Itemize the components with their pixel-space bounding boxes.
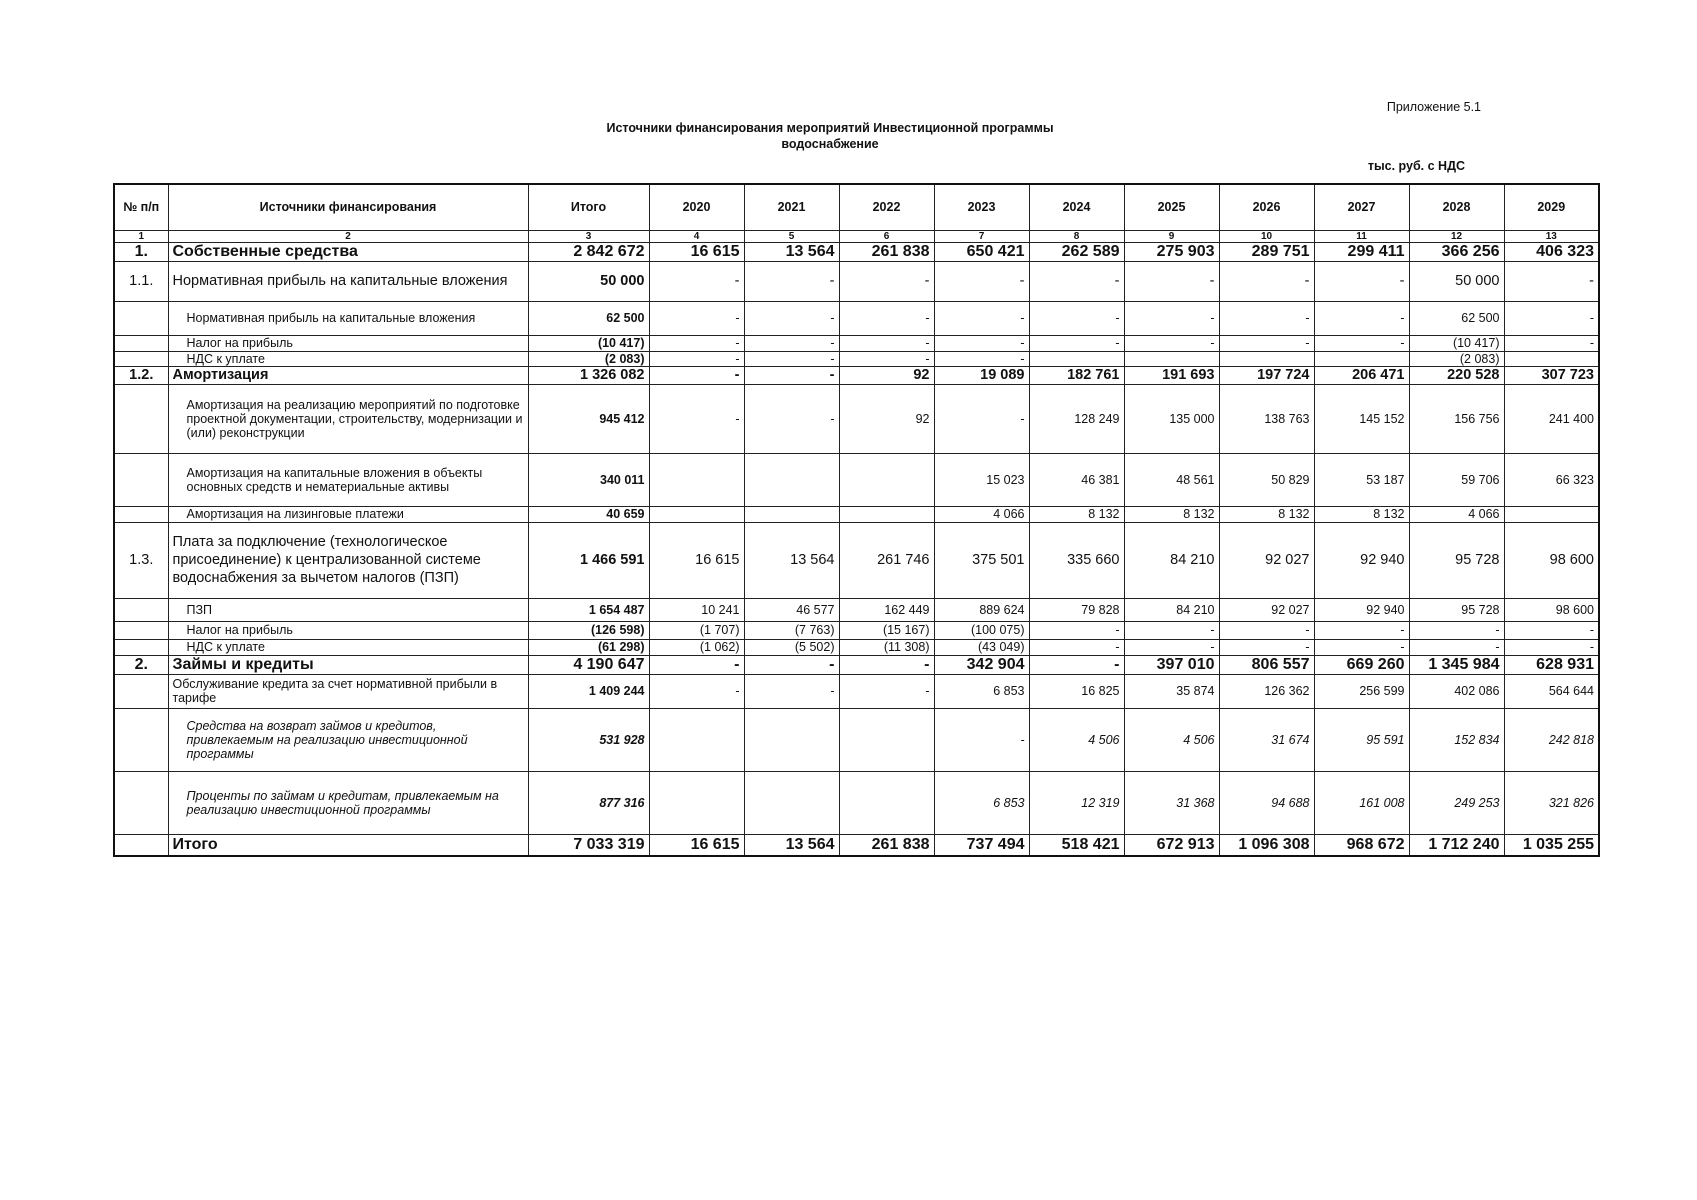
table-row [114,834,1599,856]
row-value [839,708,934,771]
row-value: - [1029,261,1124,301]
row-number: 1. [114,242,168,261]
header-year: 2023 [934,184,1029,230]
row-value: 261 838 [839,242,934,261]
row-value: 289 751 [1219,242,1314,261]
row-label: ПЗП [168,598,528,621]
row-value: 162 449 [839,598,934,621]
row-value [744,708,839,771]
row-value: 241 400 [1504,384,1599,453]
row-total: 877 316 [528,771,649,834]
row-value: 261 838 [839,834,934,856]
row-value: 889 624 [934,598,1029,621]
row-label: Обслуживание кредита за счет нормативной прибыли в тарифе [168,674,528,708]
row-value: 968 672 [1314,834,1409,856]
header-year: 2025 [1124,184,1219,230]
header-year: 2029 [1504,184,1599,230]
row-number [114,335,168,351]
row-value: 62 500 [1409,301,1504,335]
index-cell: 3 [528,230,649,242]
row-value: - [1029,655,1124,674]
row-value: 16 825 [1029,674,1124,708]
row-value: (11 308) [839,639,934,655]
row-number [114,301,168,335]
row-value: - [1219,621,1314,639]
row-value: 375 501 [934,522,1029,598]
row-value [1029,351,1124,366]
header-year: 2022 [839,184,934,230]
header-num: № п/п [114,184,168,230]
row-value: 145 152 [1314,384,1409,453]
row-value: 1 035 255 [1504,834,1599,856]
row-value: 406 323 [1504,242,1599,261]
row-value: 98 600 [1504,598,1599,621]
row-value: 342 904 [934,655,1029,674]
row-number: 1.2. [114,366,168,384]
row-value: 206 471 [1314,366,1409,384]
row-number [114,621,168,639]
row-value [839,453,934,506]
row-total: 340 011 [528,453,649,506]
row-value: 242 818 [1504,708,1599,771]
index-cell: 11 [1314,230,1409,242]
row-label: Нормативная прибыль на капитальные вложения [168,261,528,301]
row-label: НДС к уплате [168,351,528,366]
index-cell: 7 [934,230,1029,242]
row-number [114,708,168,771]
index-cell: 8 [1029,230,1124,242]
row-label: Амортизация на капитальные вложения в объекты основных средств и нематериальные активы [168,453,528,506]
row-value: 261 746 [839,522,934,598]
row-value: 8 132 [1124,506,1219,522]
row-value: - [1314,301,1409,335]
title-line-1: Источники финансирования мероприятий Инвестиционной программы [606,121,1054,135]
row-value: 191 693 [1124,366,1219,384]
table-row [114,351,1599,366]
row-total: 2 842 672 [528,242,649,261]
row-value: - [934,301,1029,335]
row-value: - [1124,261,1219,301]
row-number [114,506,168,522]
index-cell: 4 [649,230,744,242]
row-value: 806 557 [1219,655,1314,674]
index-cell: 13 [1504,230,1599,242]
row-value: - [1409,639,1504,655]
row-value [839,771,934,834]
row-label: Итого [168,834,528,856]
row-value: 518 421 [1029,834,1124,856]
row-value: - [744,335,839,351]
row-value: 335 660 [1029,522,1124,598]
row-value: (1 707) [649,621,744,639]
row-total: 7 033 319 [528,834,649,856]
row-value: - [1219,261,1314,301]
row-value: 8 132 [1314,506,1409,522]
row-value: 669 260 [1314,655,1409,674]
index-cell: 10 [1219,230,1314,242]
row-value: - [649,366,744,384]
row-value: - [839,655,934,674]
row-value: - [1504,301,1599,335]
row-value: 59 706 [1409,453,1504,506]
row-value: 4 066 [1409,506,1504,522]
table-row [114,384,1599,453]
row-value: - [934,261,1029,301]
row-total: 1 466 591 [528,522,649,598]
row-total: 4 190 647 [528,655,649,674]
index-cell: 1 [114,230,168,242]
table-row [114,655,1599,674]
row-label: Займы и кредиты [168,655,528,674]
row-value: 628 931 [1504,655,1599,674]
row-number [114,674,168,708]
row-label: Нормативная прибыль на капитальные вложения [168,301,528,335]
row-number: 1.1. [114,261,168,301]
table-row [114,242,1599,261]
header-year: 2020 [649,184,744,230]
row-value: (1 062) [649,639,744,655]
row-value: 249 253 [1409,771,1504,834]
row-value: - [1219,335,1314,351]
row-value: 92 [839,384,934,453]
row-value: - [1504,639,1599,655]
row-value: 299 411 [1314,242,1409,261]
header-year: 2021 [744,184,839,230]
row-value: (5 502) [744,639,839,655]
header-year: 2027 [1314,184,1409,230]
row-value: 92 027 [1219,598,1314,621]
row-value: - [839,261,934,301]
row-number [114,598,168,621]
row-value [1314,351,1409,366]
row-value: 1 345 984 [1409,655,1504,674]
header-year: 2024 [1029,184,1124,230]
row-value: - [839,301,934,335]
row-value: 1 096 308 [1219,834,1314,856]
row-value: 197 724 [1219,366,1314,384]
table-row [114,598,1599,621]
row-value: 48 561 [1124,453,1219,506]
row-value: 46 381 [1029,453,1124,506]
row-value: - [1124,621,1219,639]
row-value: - [1314,261,1409,301]
row-value: 13 564 [744,522,839,598]
row-value: (10 417) [1409,335,1504,351]
row-total: (61 298) [528,639,649,655]
row-value [744,771,839,834]
row-value [649,506,744,522]
row-value: 8 132 [1219,506,1314,522]
row-total: 1 654 487 [528,598,649,621]
row-value: - [839,351,934,366]
table-row [114,261,1599,301]
row-label: НДС к уплате [168,639,528,655]
row-value: - [649,384,744,453]
row-value: - [839,674,934,708]
row-value: 128 249 [1029,384,1124,453]
row-value [649,453,744,506]
row-value: 321 826 [1504,771,1599,834]
index-cell: 12 [1409,230,1504,242]
index-row [114,230,1599,242]
row-value: 152 834 [1409,708,1504,771]
row-value: 53 187 [1314,453,1409,506]
row-value: 12 319 [1029,771,1124,834]
row-label: Проценты по займам и кредитам, привлекаемым на реализацию инвестиционной программы [168,771,528,834]
row-value: 31 368 [1124,771,1219,834]
row-value: 4 066 [934,506,1029,522]
row-label: Амортизация на реализацию мероприятий по подготовке проектной документации, строительству, модернизации и (или) реконструкции [168,384,528,453]
row-value: 307 723 [1504,366,1599,384]
row-value: - [934,335,1029,351]
row-value: - [744,301,839,335]
row-value: - [744,655,839,674]
row-number [114,771,168,834]
row-value: 92 940 [1314,522,1409,598]
row-value: - [649,655,744,674]
row-value: 95 728 [1409,522,1504,598]
row-value [744,453,839,506]
row-total: 945 412 [528,384,649,453]
row-value: 126 362 [1219,674,1314,708]
appendix-label: Приложение 5.1 [1386,100,1481,114]
row-label: Собственные средства [168,242,528,261]
row-value: 95 591 [1314,708,1409,771]
row-value: (7 763) [744,621,839,639]
row-number [114,639,168,655]
table-row [114,506,1599,522]
row-value: (2 083) [1409,351,1504,366]
header-total: Итого [528,184,649,230]
row-value: - [934,708,1029,771]
row-label: Плата за подключение (технологическое присоединение) к централизованной системе водоснабжения за вычетом налогов (ПЗП) [168,522,528,598]
row-value: 10 241 [649,598,744,621]
row-value: - [649,301,744,335]
row-value: 262 589 [1029,242,1124,261]
row-number [114,834,168,856]
row-value: 92 940 [1314,598,1409,621]
row-value: - [744,674,839,708]
row-value: - [744,261,839,301]
row-value: (100 075) [934,621,1029,639]
row-value: - [1504,621,1599,639]
row-total: (10 417) [528,335,649,351]
index-cell: 6 [839,230,934,242]
financing-table [113,183,1600,857]
row-value: - [649,335,744,351]
row-value [1504,351,1599,366]
row-value: 35 874 [1124,674,1219,708]
row-value: 220 528 [1409,366,1504,384]
row-value: 4 506 [1029,708,1124,771]
table-row [114,522,1599,598]
row-value: 13 564 [744,834,839,856]
row-total: 50 000 [528,261,649,301]
row-value: - [1029,335,1124,351]
row-value: 66 323 [1504,453,1599,506]
row-value [649,771,744,834]
row-value: 16 615 [649,522,744,598]
row-value: - [744,384,839,453]
row-value: 13 564 [744,242,839,261]
row-value: 16 615 [649,834,744,856]
index-cell: 2 [168,230,528,242]
row-value: 135 000 [1124,384,1219,453]
row-label: Амортизация на лизинговые платежи [168,506,528,522]
row-value: 19 089 [934,366,1029,384]
row-value: - [1504,335,1599,351]
row-value: (43 049) [934,639,1029,655]
row-total: 1 409 244 [528,674,649,708]
row-value: 182 761 [1029,366,1124,384]
row-value: 92 [839,366,934,384]
table-row [114,621,1599,639]
row-value: - [744,351,839,366]
index-cell: 9 [1124,230,1219,242]
row-value: 1 712 240 [1409,834,1504,856]
table-row [114,366,1599,384]
row-value: - [1124,301,1219,335]
row-value: - [744,366,839,384]
row-value: - [649,351,744,366]
row-value: 50 000 [1409,261,1504,301]
row-value: - [1124,335,1219,351]
row-total: 62 500 [528,301,649,335]
row-label: Амортизация [168,366,528,384]
table-row [114,301,1599,335]
row-value: 15 023 [934,453,1029,506]
index-cell: 5 [744,230,839,242]
row-value: 6 853 [934,674,1029,708]
row-value: - [1219,639,1314,655]
row-value: (15 167) [839,621,934,639]
row-number [114,384,168,453]
row-value [744,506,839,522]
row-value [1219,351,1314,366]
row-value: 84 210 [1124,522,1219,598]
row-value [839,506,934,522]
row-number [114,351,168,366]
row-value: 650 421 [934,242,1029,261]
row-value [1124,351,1219,366]
row-value: 4 506 [1124,708,1219,771]
row-value: - [1124,639,1219,655]
row-total: 531 928 [528,708,649,771]
row-label: Налог на прибыль [168,621,528,639]
table-row [114,453,1599,506]
row-value: 672 913 [1124,834,1219,856]
row-value: 275 903 [1124,242,1219,261]
row-value: - [1029,621,1124,639]
row-value: 8 132 [1029,506,1124,522]
row-value: 737 494 [934,834,1029,856]
row-total: 1 326 082 [528,366,649,384]
table-row [114,708,1599,771]
row-value: - [1029,301,1124,335]
row-number: 1.3. [114,522,168,598]
row-value: 46 577 [744,598,839,621]
table-row [114,674,1599,708]
row-value: 161 008 [1314,771,1409,834]
row-value: 79 828 [1029,598,1124,621]
row-value: 16 615 [649,242,744,261]
row-value: - [1029,639,1124,655]
row-value: - [1314,639,1409,655]
row-value: - [934,384,1029,453]
row-value: 564 644 [1504,674,1599,708]
row-value: - [649,674,744,708]
row-value: - [1314,335,1409,351]
row-value: 6 853 [934,771,1029,834]
units-label: тыс. руб. с НДС [1367,159,1465,173]
row-value: 50 829 [1219,453,1314,506]
row-value: 98 600 [1504,522,1599,598]
row-label: Средства на возврат займов и кредитов, привлекаемым на реализацию инвестиционной программы [168,708,528,771]
row-value: 366 256 [1409,242,1504,261]
row-number: 2. [114,655,168,674]
row-total: (126 598) [528,621,649,639]
row-value [649,708,744,771]
row-value: - [934,351,1029,366]
row-value: - [1314,621,1409,639]
row-value: - [1219,301,1314,335]
title-line-2: водоснабжение [781,137,879,151]
row-value: 31 674 [1219,708,1314,771]
row-value: 156 756 [1409,384,1504,453]
row-total: 40 659 [528,506,649,522]
row-value [1504,506,1599,522]
header-source: Источники финансирования [168,184,528,230]
document-title [380,120,1280,152]
header-row [114,184,1599,230]
row-label: Налог на прибыль [168,335,528,351]
row-number [114,453,168,506]
row-value: - [839,335,934,351]
row-total: (2 083) [528,351,649,366]
table-row [114,771,1599,834]
row-value: 138 763 [1219,384,1314,453]
header-year: 2026 [1219,184,1314,230]
row-value: - [1409,621,1504,639]
row-value: 402 086 [1409,674,1504,708]
table-row [114,639,1599,655]
row-value: 92 027 [1219,522,1314,598]
row-value: 95 728 [1409,598,1504,621]
row-value: - [649,261,744,301]
row-value: 84 210 [1124,598,1219,621]
header-year: 2028 [1409,184,1504,230]
table-row [114,335,1599,351]
row-value: - [1504,261,1599,301]
row-value: 256 599 [1314,674,1409,708]
row-value: 397 010 [1124,655,1219,674]
row-value: 94 688 [1219,771,1314,834]
